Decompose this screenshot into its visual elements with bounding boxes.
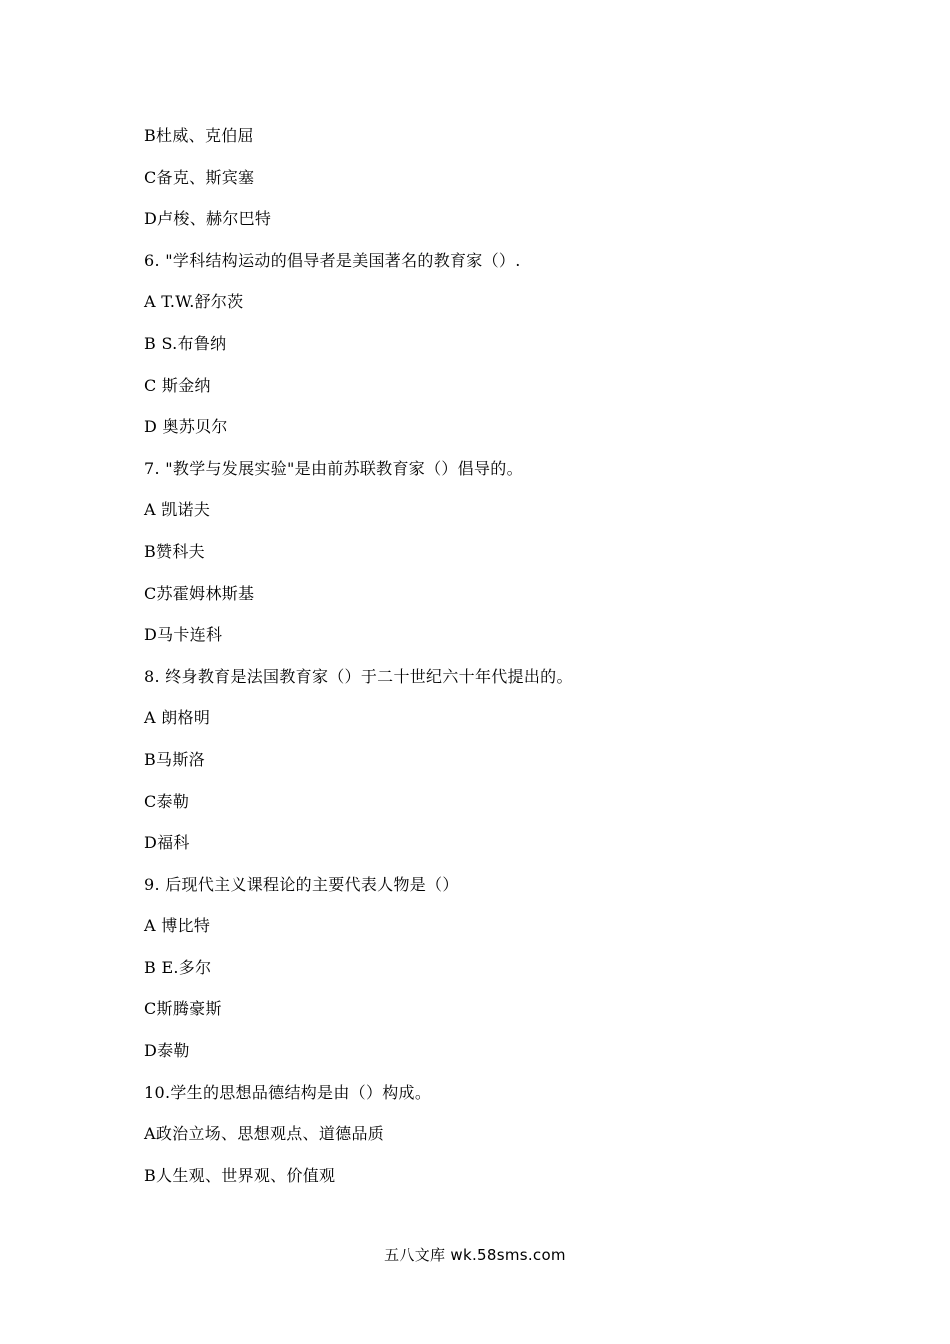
option-b-q6: B S.布鲁纳 xyxy=(144,333,227,353)
option-d-q7: D马卡连科 xyxy=(144,625,223,645)
option-c-q9: C斯腾豪斯 xyxy=(144,999,222,1019)
footer-watermark: 五八文库 wk.58sms.com xyxy=(384,1246,566,1264)
question-6: 6. "学科结构运动的倡导者是美国著名的教育家（）. xyxy=(144,250,521,270)
option-c-q8: C泰勒 xyxy=(144,791,190,811)
option-c-q5: C备克、斯宾塞 xyxy=(144,167,255,187)
option-a-q9: A 博比特 xyxy=(144,916,211,936)
option-c-q6: C 斯金纳 xyxy=(144,375,211,395)
question-7: 7. "教学与发展实验"是由前苏联教育家（）倡导的。 xyxy=(144,458,523,478)
question-8: 8. 终身教育是法国教育家（）于二十世纪六十年代提出的。 xyxy=(144,666,573,686)
option-b-q8: B马斯洛 xyxy=(144,749,205,769)
document-body xyxy=(144,121,824,1202)
option-a-q8: A 朗格明 xyxy=(144,708,211,728)
option-b-q5: B杜威、克伯屈 xyxy=(144,126,254,145)
option-b-q7: B赞科夫 xyxy=(144,541,205,561)
option-a-q7: A 凯诺夫 xyxy=(144,500,211,520)
option-d-q6: D 奥苏贝尔 xyxy=(144,417,228,437)
question-9: 9. 后现代主义课程论的主要代表人物是（） xyxy=(144,874,459,894)
option-d-q8: D福科 xyxy=(144,833,190,853)
option-b-q10: B人生观、世界观、价值观 xyxy=(144,1165,336,1185)
option-a-q6: A T.W.舒尔茨 xyxy=(144,292,244,312)
option-b-q9: B E.多尔 xyxy=(144,957,212,977)
question-10: 10.学生的思想品德结构是由（）构成。 xyxy=(144,1082,432,1102)
option-c-q7: C苏霍姆林斯基 xyxy=(144,583,255,603)
option-d-q9: D泰勒 xyxy=(144,1041,190,1061)
option-d-q5: D卢梭、赫尔巴特 xyxy=(144,209,272,229)
option-a-q10: A政治立场、思想观点、道德品质 xyxy=(144,1124,385,1144)
